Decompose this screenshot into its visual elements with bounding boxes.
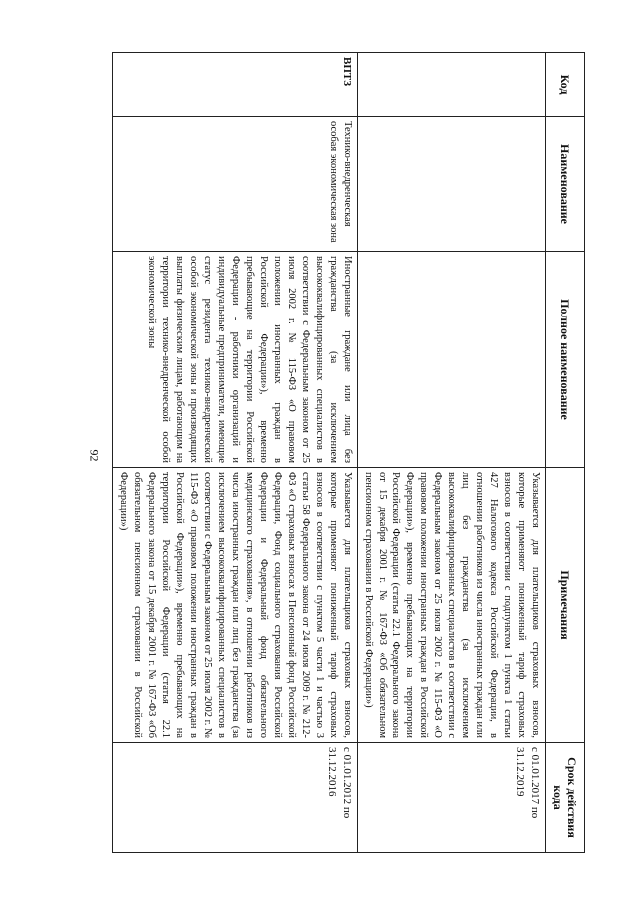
cell-full-name — [357, 252, 545, 468]
table-row — [357, 53, 545, 853]
cell-notes: Указывается для плательщиков страховых взносов, которые применяют пониженный тариф страховых взносов в соответствии с пунктом 5 части 1 и частью 3 статьи 58 Федерального закона от 24 июля 2009 г. № 212-ФЗ «О страховых взносах в Пенсионный фонд Российской Федерации, Фонд социального страхования Российской Федерации и Федеральный фонд обязательного медицинского страхования», в отношении работников из числа иностранных граждан или лиц без гражданства (за исключением высококвалифицированных специалистов в соответствии с Федеральным законом от 25 июля 2002 г. № 115-ФЗ «О правовом положении иностранных граждан в Российской Федерации»), временно пребывающих на территории Российской Федерации (статья 22.1 Федерального закона от 15 декабря 2001 г. № 167-ФЗ «Об обязательном пенсионном страховании в Российской Федерации») — [113, 468, 357, 743]
cell-full-name: Иностранные граждане или лица без гражданства (за исключением высококвалифицированных специалистов в соответствии с Федеральным законом от 25 июля 2002 г. № 115-ФЗ «О правовом положении иностранных граждан в Российской Федерации»), временно пребывающие на территории Российской Федерации - работники организаций и индивидуальные предприниматели, имеющие статус резидента технико-внедренческой особой экономической зоны и производящих выплаты физическим лицам, работающим на территории технико-внедренческой особой экономической зоны — [113, 252, 357, 468]
header-validity: Срок действия кода — [546, 743, 585, 853]
cell-code: ВПТЗ — [113, 53, 357, 117]
header-name: Наименование — [546, 117, 585, 252]
header-code: Код — [546, 53, 585, 117]
rotated-table-container — [103, 52, 585, 852]
cell-validity: с 01.01.2017 по 31.12.2019 — [357, 743, 545, 853]
codes-table — [112, 52, 585, 853]
cell-code — [357, 53, 545, 117]
cell-name: Технико-внедренческая особая экономическая зона — [113, 117, 357, 252]
cell-validity: с 01.01.2012 по 31.12.2016 — [113, 743, 357, 853]
cell-name — [357, 117, 545, 252]
page-number: 92 — [87, 449, 102, 462]
header-notes: Примечания — [546, 468, 585, 743]
cell-notes: Указывается для плательщиков страховых взносов, которые применяют пониженный тариф страховых взносов в соответствии с подпунктом 1 пункта 1 статьи 427 Налогового кодекса Российской Федерации, в отношении работников из числа иностранных граждан или лиц без гражданства (за исключением высококвалифицированных специалистов в соответствии с Федеральным законом от 25 июля 2002 г. № 115-ФЗ «О правовом положении иностранных граждан в Российской Федерации»), временно пребывающих на территории Российской Федерации (статья 22.1 Федерального закона от 15 декабря 2001 г. № 167-ФЗ «Об обязательном пенсионном страховании в Российской Федерации») — [357, 468, 545, 743]
table-row — [113, 53, 357, 853]
header-row — [546, 53, 585, 853]
header-full-name: Полное наименование — [546, 252, 585, 468]
